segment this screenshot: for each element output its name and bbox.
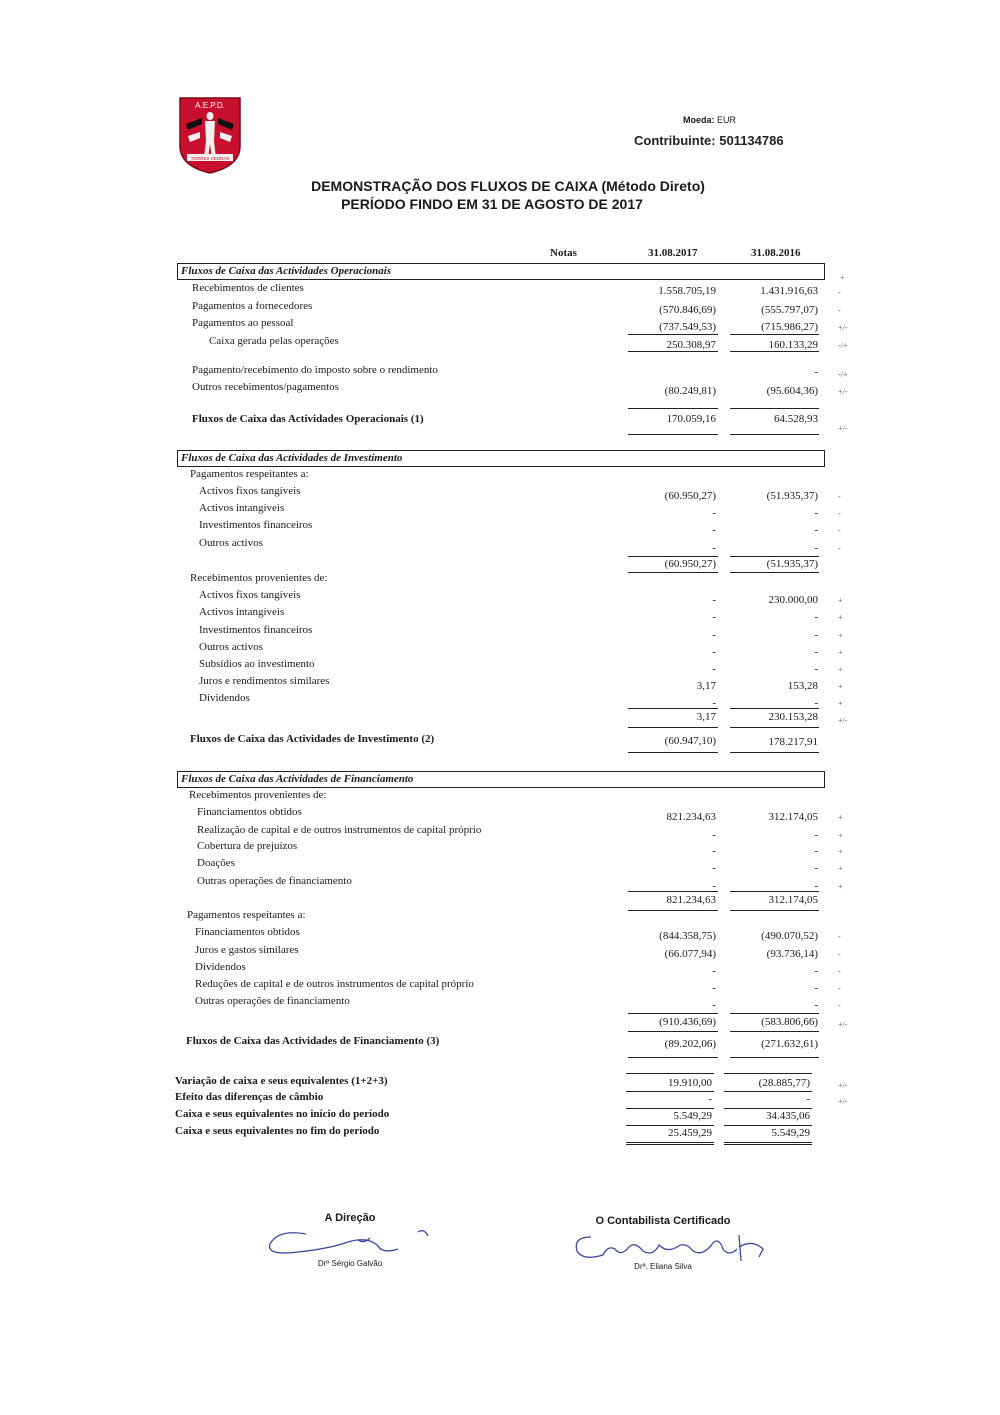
- rule-line: [628, 1013, 718, 1014]
- sign-indicator: -: [838, 509, 841, 518]
- rule-line: [730, 752, 819, 753]
- value-2016: 312.174,05: [768, 811, 818, 823]
- value-2016: -: [814, 829, 818, 841]
- value-2017: -: [712, 524, 716, 536]
- financing-payment-row: [0, 978, 1000, 994]
- sign-indicator: -: [838, 526, 841, 535]
- row-label: Realização de capital e de outros instrumentos de capital próprio: [197, 824, 482, 836]
- sign-indicator: +/-: [838, 1081, 848, 1090]
- rule-line: [730, 434, 819, 435]
- row-label: Activos intangíveis: [199, 606, 285, 618]
- sign-indicator: +: [838, 631, 843, 640]
- section-heading-operational: Fluxos de Caixa das Actividades Operacionais: [177, 263, 825, 280]
- value-2017: 821.234,63: [666, 894, 716, 906]
- value-2017: (844.358,75): [659, 930, 716, 942]
- financing-payments-label: [0, 909, 1000, 925]
- value-2017: 19.910,00: [668, 1077, 712, 1089]
- financing-payment-row: [0, 961, 1000, 977]
- rule-line: [724, 1125, 812, 1126]
- financing-payments-subtotal: [0, 1016, 1000, 1032]
- value-2017: 3,17: [696, 711, 716, 723]
- taxpayer-label: Contribuinte:: [634, 133, 716, 148]
- value-2017: (570.846,69): [659, 304, 716, 316]
- operational-row: [0, 300, 1000, 316]
- row-label: Financiamentos obtidos: [197, 806, 302, 818]
- row-label: Fluxos de Caixa das Actividades Operacionais (1): [192, 413, 424, 425]
- value-2016: 230.000,00: [768, 594, 818, 606]
- investment-receipt-row: [0, 624, 1000, 640]
- row-label: Recebimentos provenientes de:: [189, 789, 327, 801]
- value-2017: (60.950,27): [664, 558, 716, 570]
- value-2016: -: [814, 982, 818, 994]
- investment-payment-row: [0, 537, 1000, 553]
- sign-indicator: -: [838, 544, 841, 553]
- financing-payment-row: [0, 926, 1000, 942]
- signature-name-accountant: Drª. Eliana Silva: [634, 1262, 692, 1271]
- row-label: Pagamentos a fornecedores: [192, 300, 313, 312]
- value-2016: 312.174,05: [768, 894, 818, 906]
- row-label: Outras operações de financiamento: [197, 875, 352, 887]
- sign-indicator: +/-: [838, 716, 848, 725]
- rule-line: [628, 334, 718, 335]
- sign-indicator: -: [838, 288, 841, 297]
- value-2016: (271.632,61): [761, 1038, 818, 1050]
- row-label: Dividendos: [199, 692, 250, 704]
- value-2017: (89.202,06): [664, 1038, 716, 1050]
- row-label: Recebimentos de clientes: [192, 282, 304, 294]
- value-2016: -: [814, 862, 818, 874]
- value-2017: 25.459,29: [668, 1127, 712, 1139]
- currency-indicator: [683, 115, 736, 125]
- value-2017: -: [712, 594, 716, 606]
- value-2017: (910.436,69): [659, 1016, 716, 1028]
- rule-line: [724, 1108, 812, 1109]
- row-label: Fluxos de Caixa das Actividades de Financiamento (3): [186, 1035, 440, 1047]
- operational-row: [0, 282, 1000, 298]
- document-title: DEMONSTRAÇÃO DOS FLUXOS DE CAIXA (Método Direto): [311, 178, 705, 194]
- row-label: Juros e rendimentos similares: [199, 675, 330, 687]
- value-2016: (715.986,27): [761, 321, 818, 333]
- sign-indicator: +: [838, 831, 843, 840]
- value-2016: 160.133,29: [768, 339, 818, 351]
- row-label: Doações: [197, 857, 235, 869]
- rule-line: [626, 1073, 714, 1074]
- row-label: Recebimentos provenientes de:: [190, 572, 328, 584]
- section-heading-financing: Fluxos de Caixa das Actividades de Financiamento: [177, 771, 825, 788]
- financing-receipt-row: [0, 840, 1000, 856]
- value-2016: (51.935,37): [766, 558, 818, 570]
- row-label: Efeito das diferenças de câmbio: [175, 1091, 324, 1103]
- rule-line: [730, 408, 819, 409]
- row-label: Investimentos financeiros: [199, 624, 313, 636]
- row-label: Investimentos financeiros: [199, 519, 313, 531]
- row-label: Activos fixos tangíveis: [199, 589, 301, 601]
- rule-line: [628, 351, 718, 352]
- value-2016: 34.435,06: [766, 1110, 810, 1122]
- value-2016: (555.797,07): [761, 304, 818, 316]
- sign-indicator: -/+: [838, 370, 848, 379]
- rule-line: [628, 434, 718, 435]
- value-2017: -: [712, 999, 716, 1011]
- rule-line: [626, 1108, 714, 1109]
- operational-row: [0, 381, 1000, 397]
- value-2017: (60.947,10): [664, 735, 716, 747]
- investment-receipts-subtotal: [0, 711, 1000, 727]
- row-label: Juros e gastos similares: [195, 944, 299, 956]
- sign-indicator: -/+: [838, 341, 848, 350]
- value-2016: -: [814, 629, 818, 641]
- row-label: Outros recebimentos/pagamentos: [192, 381, 339, 393]
- value-2017: (66.077,94): [664, 948, 716, 960]
- currency-value: EUR: [717, 115, 737, 125]
- sign-indicator: -: [838, 950, 841, 959]
- value-2016: -: [814, 611, 818, 623]
- value-2016: -: [814, 999, 818, 1011]
- signature-title-direction: A Direção: [324, 1212, 376, 1224]
- operational-row: [0, 335, 1000, 351]
- value-2016: 5.549,29: [771, 1127, 810, 1139]
- rule-line: [628, 1057, 718, 1058]
- signature-title-accountant: O Contabilista Certificado: [595, 1215, 731, 1227]
- value-2017: -: [712, 845, 716, 857]
- taxpayer-value: 501134786: [719, 133, 784, 148]
- value-2016: -: [814, 646, 818, 658]
- taxpayer-indicator: [634, 133, 784, 148]
- rule-line: [724, 1073, 812, 1074]
- row-label: Outros activos: [199, 537, 263, 549]
- value-2017: -: [712, 507, 716, 519]
- sign-indicator: +/-: [838, 1097, 848, 1106]
- value-2017: -: [712, 862, 716, 874]
- rule-line: [626, 1142, 714, 1145]
- sign-indicator: +: [838, 596, 843, 605]
- investment-receipt-row: [0, 675, 1000, 691]
- value-2017: 5.549,29: [673, 1110, 712, 1122]
- sign-indicator: +/-: [838, 387, 848, 396]
- value-2016: -: [814, 524, 818, 536]
- logo-text: A.E.P.D.: [195, 101, 225, 110]
- column-header-notes: Notas: [550, 247, 577, 259]
- rule-line: [628, 408, 718, 409]
- value-2017: -: [712, 629, 716, 641]
- value-2016: -: [814, 880, 818, 892]
- rule-line: [730, 727, 819, 728]
- value-2016: -: [814, 697, 818, 709]
- investment-payments-label: [0, 468, 1000, 484]
- financing-receipts-subtotal: [0, 894, 1000, 910]
- sign-indicator: -: [838, 932, 841, 941]
- financing-receipt-row: [0, 857, 1000, 873]
- value-2016: 1.431.916,63: [760, 285, 818, 297]
- sign-indicator: +: [838, 813, 843, 822]
- investment-receipt-row: [0, 692, 1000, 708]
- value-2017: -: [712, 880, 716, 892]
- investment-payment-row: [0, 485, 1000, 501]
- sign-indicator: +: [838, 682, 843, 691]
- sign-indicator: +: [840, 273, 845, 282]
- financing-receipts-label: [0, 789, 1000, 805]
- value-2016: -: [814, 965, 818, 977]
- row-label: Subsídios ao investimento: [199, 658, 315, 670]
- sign-indicator: +/-: [838, 323, 848, 332]
- summary-row: [0, 1108, 1000, 1124]
- value-2016: -: [814, 845, 818, 857]
- sign-indicator: +: [838, 699, 843, 708]
- sign-indicator: +: [838, 882, 843, 891]
- column-header-2017: 31.08.2017: [648, 247, 698, 259]
- section-heading-investment: Fluxos de Caixa das Actividades de Investimento: [177, 450, 825, 467]
- investment-receipt-row: [0, 606, 1000, 622]
- currency-label: Moeda:: [683, 115, 715, 125]
- value-2016: 153,28: [787, 680, 818, 692]
- investment-receipts-label: [0, 572, 1000, 588]
- value-2017: -: [712, 542, 716, 554]
- row-label: Pagamentos respeitantes a:: [190, 468, 309, 480]
- sign-indicator: +/-: [838, 424, 848, 433]
- sign-indicator: -: [838, 492, 841, 501]
- row-label: Variação de caixa e seus equivalentes (1+2+3): [175, 1075, 388, 1087]
- rule-line: [730, 1013, 819, 1014]
- summary-row: [0, 1075, 1000, 1091]
- row-label: Fluxos de Caixa das Actividades de Investimento (2): [190, 733, 435, 745]
- row-label: Dividendos: [195, 961, 246, 973]
- sign-indicator: +: [838, 864, 843, 873]
- value-2017: 3,17: [696, 680, 716, 692]
- organization-logo: [178, 96, 242, 174]
- row-label: Outras operações de financiamento: [195, 995, 350, 1007]
- rule-line: [730, 1057, 819, 1058]
- signature-accountant: [578, 1215, 748, 1271]
- investment-receipt-row: [0, 658, 1000, 674]
- value-2017: -: [712, 611, 716, 623]
- rule-line: [730, 556, 819, 557]
- value-2016: 230.153,28: [768, 711, 818, 723]
- financing-payment-row: [0, 995, 1000, 1011]
- value-2017: -: [712, 982, 716, 994]
- financing-total-row: [0, 1035, 1000, 1051]
- value-2016: (490.070,52): [761, 930, 818, 942]
- value-2016: -: [814, 663, 818, 675]
- value-2017: 1.558.705,19: [658, 285, 716, 297]
- row-label: Pagamentos ao pessoal: [192, 317, 294, 329]
- sign-indicator: +: [838, 648, 843, 657]
- operational-total-row: [0, 413, 1000, 433]
- financing-receipt-row: [0, 875, 1000, 891]
- document-subtitle: PERÍODO FINDO EM 31 DE AGOSTO DE 2017: [341, 196, 643, 212]
- operational-row: [0, 317, 1000, 333]
- rule-line: [628, 727, 718, 728]
- value-2017: -: [712, 829, 716, 841]
- sign-indicator: +/-: [838, 1020, 848, 1029]
- rule-line: [730, 1031, 819, 1032]
- rule-line: [628, 891, 718, 892]
- row-label: Caixa e seus equivalentes no início do período: [175, 1108, 390, 1120]
- rule-line: [730, 351, 819, 352]
- value-2016: 178.217,91: [768, 736, 818, 748]
- value-2017: (80.249,81): [664, 385, 716, 397]
- value-2017: 170.059,16: [666, 413, 716, 425]
- row-label: Activos intangíveis: [199, 502, 285, 514]
- value-2017: -: [712, 965, 716, 977]
- investment-total-row: [0, 733, 1000, 749]
- sign-indicator: +: [838, 847, 843, 856]
- rule-line: [730, 891, 819, 892]
- rule-line: [626, 1125, 714, 1126]
- column-header-2016: 31.08.2016: [751, 247, 801, 259]
- investment-payment-row: [0, 502, 1000, 518]
- rule-line: [628, 752, 718, 753]
- sign-indicator: -: [838, 967, 841, 976]
- row-label: Caixa e seus equivalentes no fim do período: [175, 1125, 380, 1137]
- value-2017: -: [708, 1093, 712, 1105]
- value-2017: -: [712, 663, 716, 675]
- rule-line: [724, 1091, 812, 1092]
- row-label: Caixa gerada pelas operações: [209, 335, 339, 347]
- rule-line: [730, 708, 819, 709]
- rule-line: [628, 556, 718, 557]
- summary-row: [0, 1091, 1000, 1107]
- row-label: Pagamentos respeitantes a:: [187, 909, 306, 921]
- rule-line: [724, 1142, 812, 1145]
- signature-scribble-direction: [258, 1224, 438, 1262]
- investment-receipt-row: [0, 641, 1000, 657]
- value-2017: -: [712, 646, 716, 658]
- sign-indicator: -: [838, 984, 841, 993]
- row-label: Financiamentos obtidos: [195, 926, 300, 938]
- value-2016: 64.528,93: [774, 413, 818, 425]
- signature-direction: [270, 1212, 430, 1268]
- row-label: Reduções de capital e de outros instrumentos de capital próprio: [195, 978, 474, 990]
- row-label: Activos fixos tangíveis: [199, 485, 301, 497]
- value-2017: 821.234,63: [666, 811, 716, 823]
- financing-payment-row: [0, 944, 1000, 960]
- value-2017: (60.950,27): [664, 490, 716, 502]
- financing-receipt-row: [0, 824, 1000, 840]
- row-label: Outros activos: [199, 641, 263, 653]
- rule-line: [730, 334, 819, 335]
- value-2016: (583.806,66): [761, 1016, 818, 1028]
- value-2017: 250.308,97: [666, 339, 716, 351]
- sign-indicator: -: [838, 1001, 841, 1010]
- value-2016: -: [814, 507, 818, 519]
- investment-payment-row: [0, 519, 1000, 535]
- value-2016: -: [814, 366, 818, 378]
- signature-name-direction: Drº Sérgio Galvão: [317, 1259, 383, 1268]
- value-2016: -: [814, 542, 818, 554]
- logo-banner: TORRES VEDRAS: [190, 156, 230, 161]
- rule-line: [628, 1031, 718, 1032]
- financing-receipt-row: [0, 806, 1000, 822]
- value-2017: -: [712, 697, 716, 709]
- row-label: Pagamento/recebimento do imposto sobre o rendimento: [192, 364, 438, 376]
- rule-line: [626, 1091, 714, 1092]
- value-2016: (51.935,37): [766, 490, 818, 502]
- operational-row: [0, 364, 1000, 380]
- signature-scribble-accountant: [563, 1227, 783, 1265]
- value-2016: (28.885,77): [758, 1077, 810, 1089]
- rule-line: [628, 708, 718, 709]
- investment-receipt-row: [0, 589, 1000, 605]
- sign-indicator: -: [838, 306, 841, 315]
- summary-row: [0, 1125, 1000, 1141]
- value-2016: (95.604,36): [766, 385, 818, 397]
- sign-indicator: +: [838, 665, 843, 674]
- value-2016: -: [806, 1093, 810, 1105]
- row-label: Cobertura de prejuízos: [197, 840, 298, 852]
- sign-indicator: +: [838, 613, 843, 622]
- value-2016: (93.736,14): [766, 948, 818, 960]
- value-2017: (737.549,53): [659, 321, 716, 333]
